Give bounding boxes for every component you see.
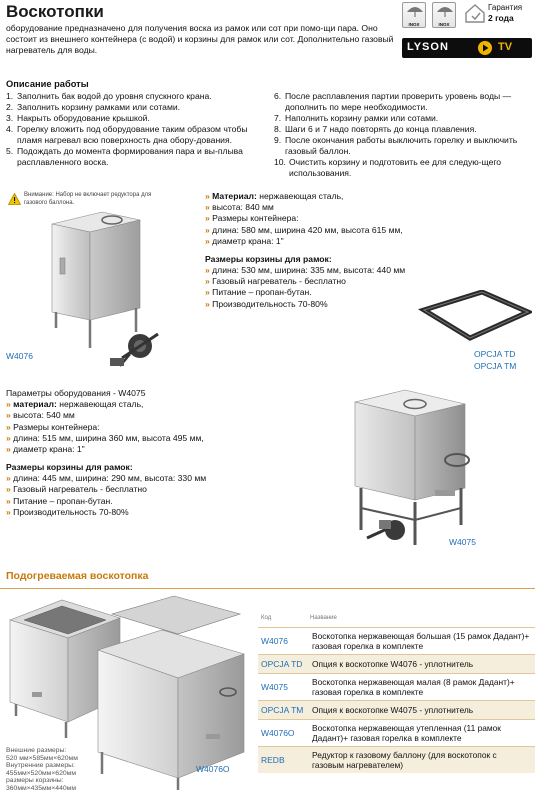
umbrella-icon bbox=[406, 5, 424, 19]
inox-label: INOX bbox=[438, 21, 450, 27]
row-code: W4076O bbox=[261, 727, 295, 738]
spec-line: » Питание – пропан-бутан. bbox=[205, 287, 312, 298]
spec-line: » Размеры контейнера: bbox=[6, 421, 100, 432]
w4075-heading: Параметры оборудования - W4075 bbox=[6, 388, 146, 398]
logo-suffix: TV bbox=[498, 41, 513, 53]
column-header-name: Название bbox=[310, 615, 337, 621]
row-code: W4076 bbox=[261, 635, 288, 646]
spec-line: » Газовый нагреватель - бесплатно bbox=[205, 276, 346, 287]
row-name: Опция к воскотопке W4075 - уплотнитель bbox=[312, 704, 474, 715]
w4075-product-image bbox=[345, 380, 495, 555]
row-code: OPCJA TM bbox=[261, 704, 304, 715]
row-code: W4075 bbox=[261, 681, 288, 692]
row-name: Воскотопка нержавеющая большая (15 рамок Дадант)+ газовая горелка в комплекте bbox=[312, 630, 530, 651]
product-table bbox=[258, 615, 535, 773]
opcja-tm-label: OPCJA TM bbox=[474, 361, 517, 371]
column-header-code: Код bbox=[261, 615, 272, 621]
section-divider bbox=[0, 588, 535, 589]
procedure-step: 2. Заполнить корзину рамками или сотами. bbox=[6, 102, 181, 112]
w4076o-dimensions: Внешние размеры: 520 мм×585мм×620мм Внутренние размеры: 455мм×520мм×620мм размеры корзины: 360мм×435мм×440мм bbox=[6, 747, 78, 793]
row-name: Воскотопка нержавеющая утепленная (11 рамок Дадант)+ газовая горелка в комплекте bbox=[312, 722, 501, 743]
procedure-step: 6. После расплавления партии проверить уровень воды — дополнить по мере необходимости. bbox=[274, 91, 512, 112]
warning-note bbox=[6, 190, 202, 210]
inox-badge-2 bbox=[432, 2, 456, 28]
procedure-step: 1. Заполнить бак водой до уровня спускного крана. bbox=[6, 91, 212, 101]
spec-line: » Производительность 70-80% bbox=[6, 506, 129, 517]
spec-line: » высота: 540 мм bbox=[6, 410, 75, 421]
spec-line: » Питание – пропан-бутан. bbox=[6, 495, 113, 506]
warranty-label: Гарантия bbox=[488, 3, 523, 12]
table-row bbox=[258, 719, 535, 746]
table-row bbox=[258, 673, 535, 700]
row-code: REDB bbox=[261, 754, 285, 765]
page-title: Воскотопки bbox=[6, 2, 104, 21]
inox-label: INOX bbox=[408, 21, 420, 27]
warranty-badge bbox=[464, 2, 532, 28]
spec-line: » Газовый нагреватель - бесплатно bbox=[6, 484, 147, 495]
procedure-step: 4. Горелку вложить под оборудование таким образом чтобы пламя нагревал всю поверхность дна обору-дования. bbox=[6, 124, 248, 145]
opcja-td-label: OPCJA TD bbox=[474, 349, 516, 359]
procedure-right-list bbox=[274, 91, 530, 179]
warning-icon bbox=[8, 193, 21, 205]
procedure-left-list bbox=[6, 91, 258, 168]
row-name: Воскотопка нержавеющая малая (8 рамок Дадант)+ газовая горелка в комплекте bbox=[312, 676, 515, 697]
basket-heading: Размеры корзины для рамок: bbox=[6, 462, 133, 473]
spec-line: » материал: нержавеющая сталь, bbox=[6, 399, 144, 410]
procedure-heading: Описание работы bbox=[6, 79, 89, 89]
inox-badge-1 bbox=[402, 2, 426, 28]
seal-frame-image bbox=[418, 290, 532, 342]
spec-line: » диаметр крана: 1" bbox=[205, 235, 284, 246]
warranty-value: 2 года bbox=[488, 13, 514, 23]
w4076o-label: W4076O bbox=[196, 764, 230, 774]
spec-line: » длина: 445 мм, ширина: 290 мм, высота: 330 мм bbox=[6, 473, 207, 484]
spec-line: » длина: 580 мм, ширина 420 мм, высота 615 мм, bbox=[205, 224, 403, 235]
umbrella-icon bbox=[436, 5, 454, 19]
spec-line: » длина: 530 мм, ширина: 335 мм, высота: 440 мм bbox=[205, 265, 406, 276]
procedure-step: 7. Наполнить корзину рамки или сотами. bbox=[274, 113, 439, 123]
table-row bbox=[258, 654, 535, 673]
spec-line: » Материал: нержавеющая сталь, bbox=[205, 191, 344, 201]
spec-line: » диаметр крана: 1" bbox=[6, 443, 85, 454]
warning-text: Внимание: Набор не включает редуктора для газового баллона. bbox=[24, 192, 152, 206]
badges bbox=[402, 2, 532, 30]
spec-line: » высота: 840 мм bbox=[205, 202, 274, 213]
house-icon bbox=[464, 2, 486, 24]
table-row bbox=[258, 700, 535, 719]
basket-heading: Размеры корзины для рамок: bbox=[205, 253, 332, 264]
procedure-step: 8. Шаги 6 и 7 надо повторять до конца плавления. bbox=[274, 124, 477, 134]
procedure-step: 9. После окончания работы выключить горелку и выключить газовый баллон. bbox=[274, 135, 518, 156]
intro-text: оборудование предназначено для получения воска из рамок или сот при помо-щи пара. Оно состоит из внешнего контейнера (с водой) и корзины для рамок или сот. Дополнительно газовый нагреватель для воды. bbox=[6, 23, 394, 56]
w4076-product-image bbox=[40, 208, 180, 373]
w4076-label: W4076 bbox=[6, 351, 33, 361]
procedure-step: 10. Очистить корзину и подготовить ее для следую-щего использования. bbox=[274, 157, 502, 178]
w4075-specs bbox=[6, 388, 266, 518]
table-header bbox=[258, 615, 535, 627]
play-icon bbox=[478, 41, 492, 55]
row-name: Редуктор к газовому баллону (для воскотопок с газовым нагревателем) bbox=[312, 749, 497, 770]
table-row bbox=[258, 746, 535, 773]
row-name: Опция к воскотопке W4076 - уплотнитель bbox=[312, 658, 474, 669]
w4075-label: W4075 bbox=[449, 537, 476, 547]
lyson-tv-logo bbox=[402, 38, 532, 58]
row-code: OPCJA TD bbox=[261, 658, 303, 669]
logo-brand: LYSON bbox=[407, 41, 449, 53]
heated-section-heading: Подогреваемая воскотопка bbox=[6, 570, 149, 582]
procedure-step: 5. Подождать до момента формирования пара и вы-плыва расплавленного воска. bbox=[6, 146, 243, 167]
procedure-step: 3. Накрыть оборудование крышкой. bbox=[6, 113, 150, 123]
spec-line: » длина: 515 мм, ширина 360 мм, высота 495 мм, bbox=[6, 432, 204, 443]
table-row bbox=[258, 627, 535, 654]
spec-line: » Размеры контейнера: bbox=[205, 213, 299, 224]
spec-line: » Производительность 70-80% bbox=[205, 298, 328, 309]
